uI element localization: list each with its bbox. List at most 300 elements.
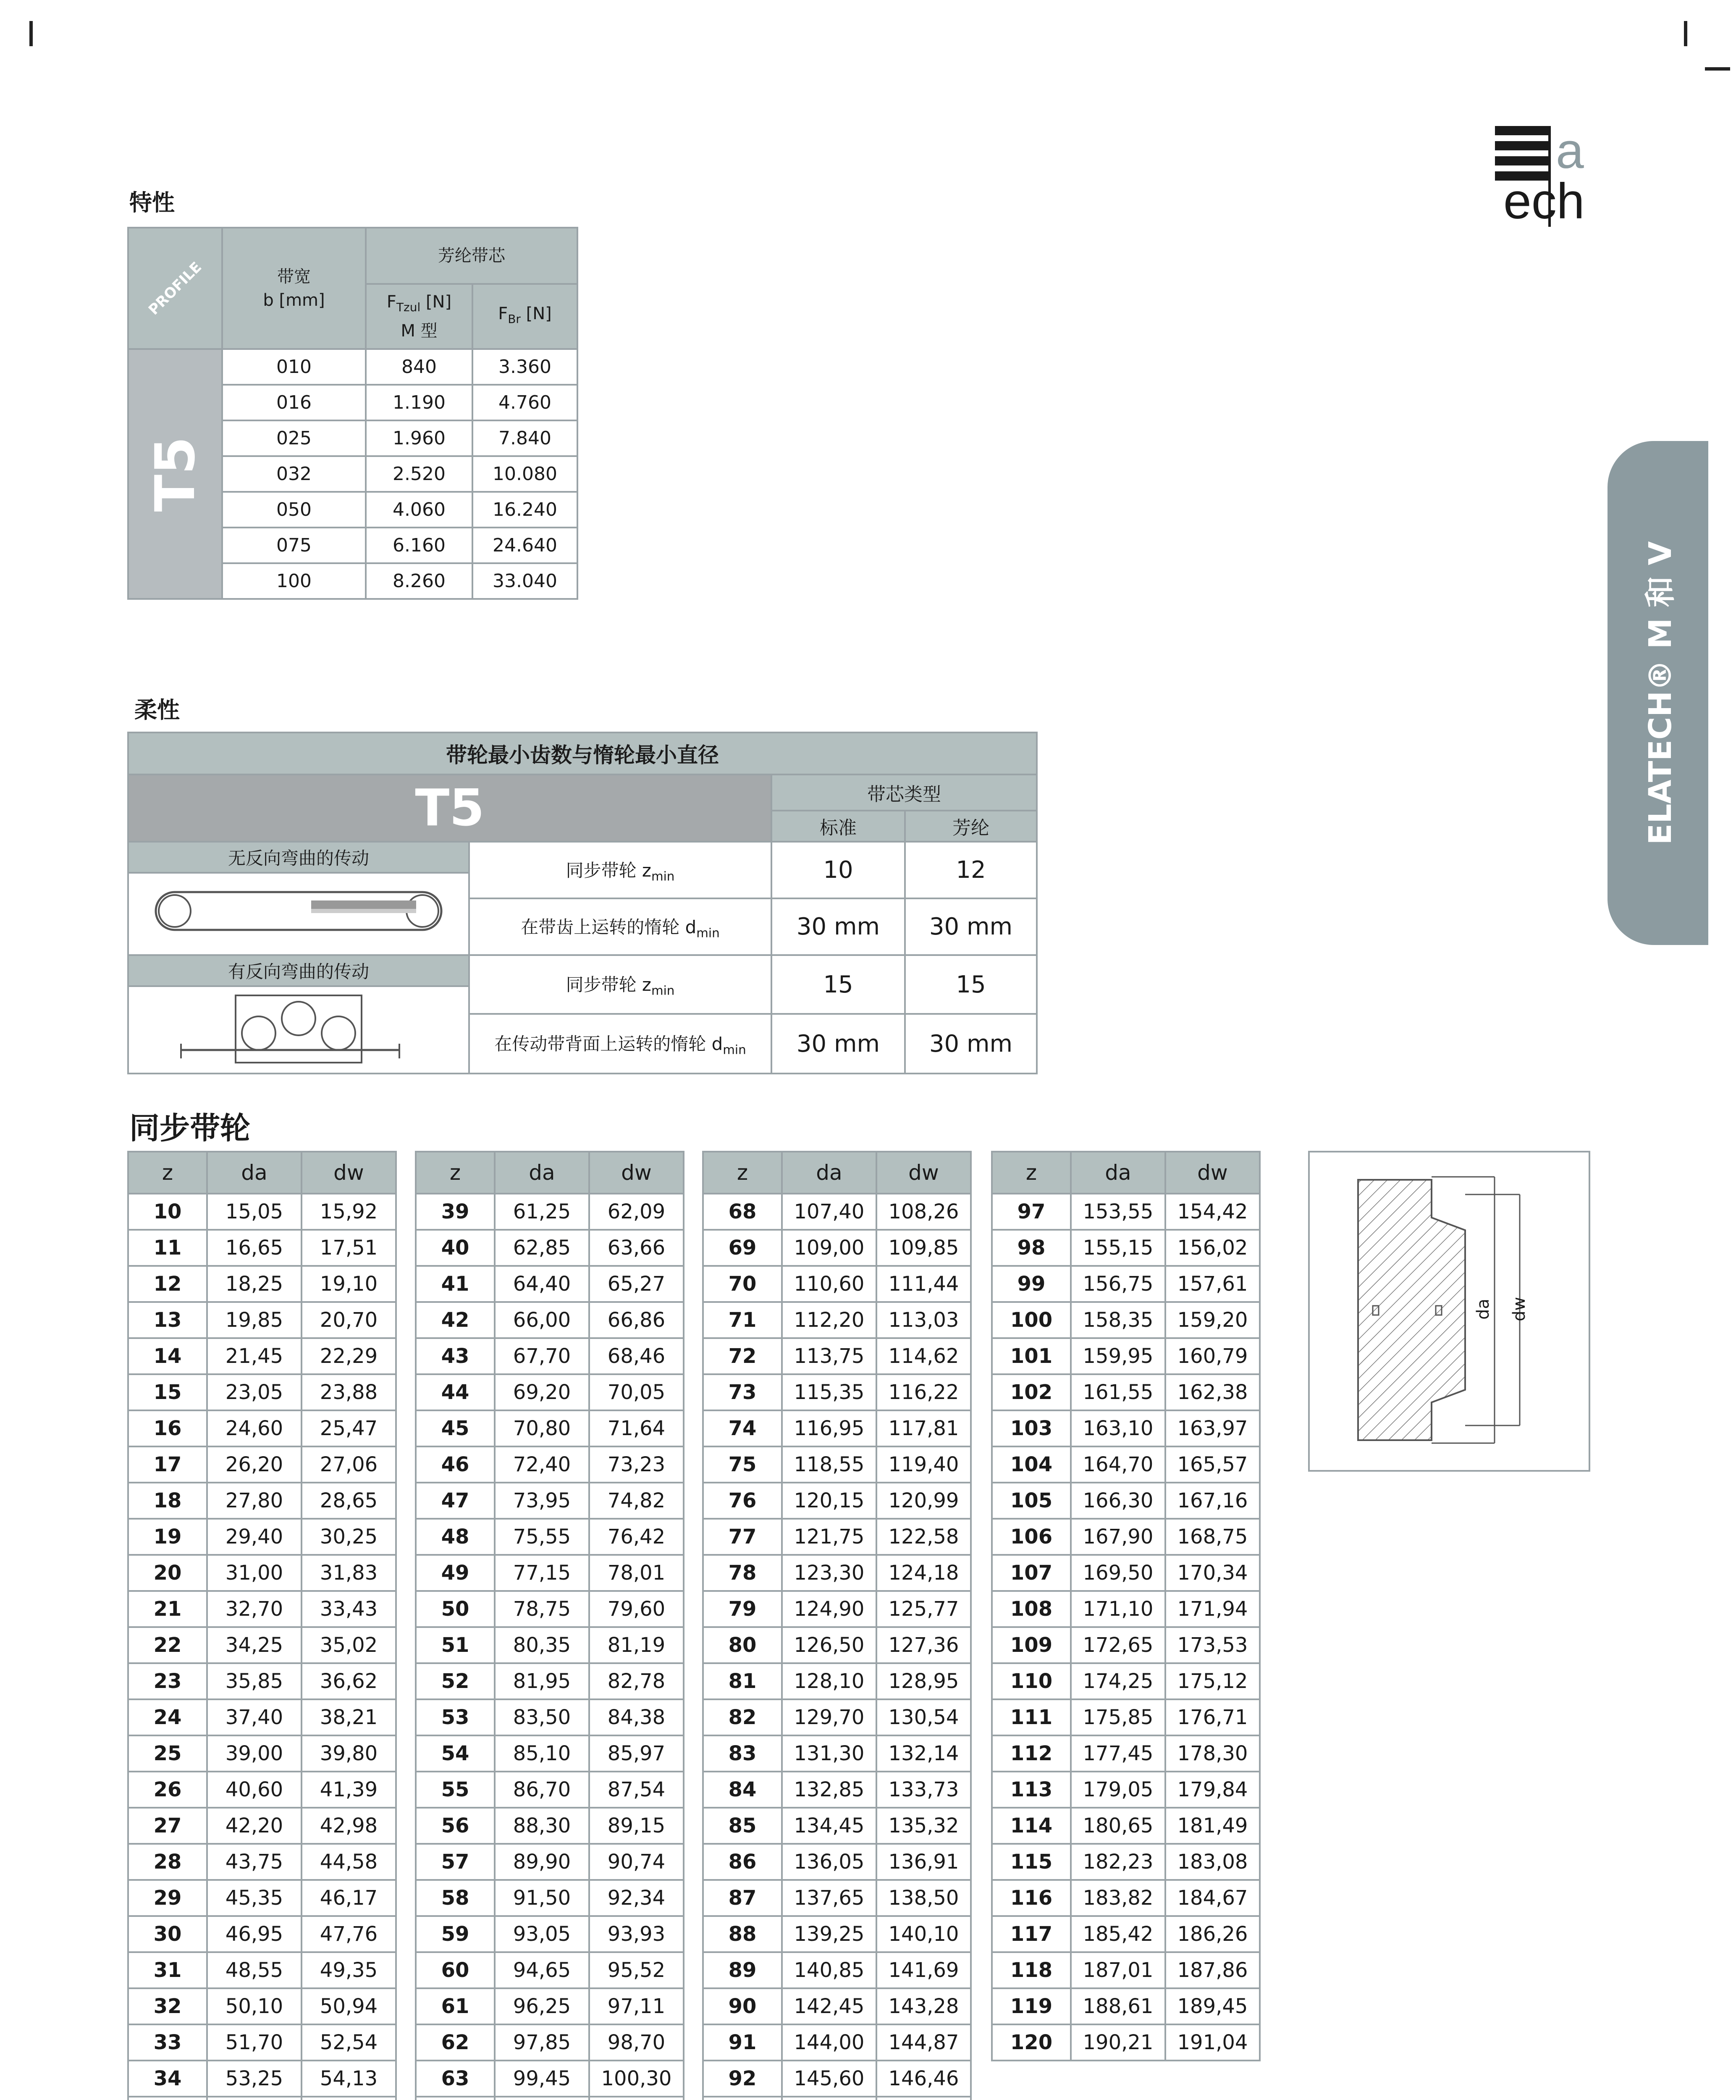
table-row [992, 2024, 1260, 2061]
dw-cell: 186,26 [1165, 1916, 1260, 1952]
dw-cell: 187,86 [1165, 1952, 1260, 1988]
dw-cell: 183,08 [1165, 1844, 1260, 1880]
table-row [992, 1988, 1260, 2024]
table-row [703, 2061, 971, 2097]
table-cell: 33.040 [472, 563, 577, 599]
da-cell: 131,30 [782, 1735, 876, 1772]
ftzul-header-line2: M 型 [401, 321, 438, 341]
dw-cell: 119,40 [876, 1446, 971, 1483]
dw-cell: 140,10 [876, 1916, 971, 1952]
pulley-diagram [1308, 1151, 1590, 1472]
da-cell: 174,25 [1071, 1663, 1165, 1699]
da-cell: 35,85 [207, 1663, 302, 1699]
teeth-count-cell: 21 [128, 1591, 207, 1627]
table-row [128, 1591, 396, 1627]
dw-cell: 20,70 [302, 1302, 396, 1338]
table-row [703, 1699, 971, 1735]
table-row [128, 1772, 396, 1808]
table-row [128, 1410, 396, 1446]
da-cell: 94,65 [495, 1952, 589, 1988]
dw-cell: 122,58 [876, 1519, 971, 1555]
teeth-count-cell: 12 [128, 1266, 207, 1302]
dw-cell: 146,46 [876, 2061, 971, 2097]
dw-cell: 157,61 [1165, 1266, 1260, 1302]
dw-cell: 108,26 [876, 1194, 971, 1230]
teeth-count-cell: 45 [416, 1410, 495, 1446]
table-cell: 2.520 [366, 456, 472, 492]
fbr-header: $F_{Br}$ [N] [472, 284, 577, 349]
pulley-table [702, 1151, 972, 2100]
teeth-count-cell [128, 2097, 207, 2100]
teeth-count-cell: 11 [128, 1230, 207, 1266]
da-cell: 144,00 [782, 2024, 876, 2061]
da-cell: 169,50 [1071, 1555, 1165, 1591]
table-row [128, 1699, 396, 1735]
da-cell: 179,05 [1071, 1772, 1165, 1808]
table-row [992, 1483, 1260, 1519]
da-cell: 161,55 [1071, 1374, 1165, 1410]
table-row [416, 1410, 684, 1446]
pulleys-heading: 同步带轮 [129, 1110, 251, 1146]
teeth-count-cell: 29 [128, 1880, 207, 1916]
teeth-count-cell: 23 [128, 1663, 207, 1699]
teeth-count-cell: 84 [703, 1772, 782, 1808]
ftzul-header: $F_{Tzul}$ [N] M 型 [366, 284, 472, 349]
column-header: z [128, 1152, 207, 1194]
serpentine-drive-icon [139, 987, 458, 1067]
da-cell: 16,65 [207, 1230, 302, 1266]
table-row [416, 1772, 684, 1808]
table-row [703, 1591, 971, 1627]
table-cell: 016 [222, 385, 366, 420]
table-row [703, 2024, 971, 2061]
da-cell: 156,75 [1071, 1266, 1165, 1302]
side-tab [1608, 441, 1708, 945]
dw-cell: 52,54 [302, 2024, 396, 2061]
dw-cell: 84,38 [589, 1699, 684, 1735]
da-cell: 115,35 [782, 1374, 876, 1410]
dw-cell: 171,94 [1165, 1591, 1260, 1627]
diagram-label-da: da [1473, 1299, 1493, 1320]
da-cell: 72,40 [495, 1446, 589, 1483]
da-cell: 78,75 [495, 1591, 589, 1627]
table-row [703, 1338, 971, 1374]
teeth-count-cell: 25 [128, 1735, 207, 1772]
table-cell: 050 [222, 492, 366, 528]
table-row [416, 2097, 684, 2100]
dw-cell: 136,91 [876, 1844, 971, 1880]
dw-cell: 65,27 [589, 1266, 684, 1302]
table-row [416, 1338, 684, 1374]
da-cell: 39,00 [207, 1735, 302, 1772]
table-cell: 010 [222, 349, 366, 385]
column-header: z [992, 1152, 1071, 1194]
da-cell: 118,55 [782, 1446, 876, 1483]
table-row [703, 1772, 971, 1808]
da-cell: 139,25 [782, 1916, 876, 1952]
da-cell: 75,55 [495, 1519, 589, 1555]
table-cell: 16.240 [472, 492, 577, 528]
da-cell: 123,30 [782, 1555, 876, 1591]
table-header-row [128, 1152, 396, 1194]
dw-cell: 22,29 [302, 1338, 396, 1374]
dw-cell: 90,74 [589, 1844, 684, 1880]
teeth-count-cell: 33 [128, 2024, 207, 2061]
da-cell: 37,40 [207, 1699, 302, 1735]
dw-cell: 189,45 [1165, 1988, 1260, 2024]
teeth-count-cell: 91 [703, 2024, 782, 2061]
dw-cell [876, 2097, 971, 2100]
table-row [992, 1663, 1260, 1699]
da-cell: 51,70 [207, 2024, 302, 2061]
da-cell: 32,70 [207, 1591, 302, 1627]
teeth-count-cell: 83 [703, 1735, 782, 1772]
da-cell: 61,25 [495, 1194, 589, 1230]
table-row [703, 1302, 971, 1338]
teeth-count-cell: 15 [128, 1374, 207, 1410]
da-cell: 140,85 [782, 1952, 876, 1988]
crop-mark [29, 21, 33, 46]
teeth-count-cell: 107 [992, 1555, 1071, 1591]
teeth-count-cell: 98 [992, 1230, 1071, 1266]
drive-reverse-label: 有反向弯曲的传动 [128, 955, 469, 986]
dw-cell: 23,88 [302, 1374, 396, 1410]
table-row [416, 2061, 684, 2097]
dw-cell: 85,97 [589, 1735, 684, 1772]
teeth-count-cell: 59 [416, 1916, 495, 1952]
teeth-count-cell: 97 [992, 1194, 1071, 1230]
dw-cell: 35,02 [302, 1627, 396, 1663]
teeth-count-cell: 17 [128, 1446, 207, 1483]
dw-cell: 89,15 [589, 1808, 684, 1844]
table-row [992, 1735, 1260, 1772]
flexibility-title: 带轮最小齿数与惰轮最小直径 [128, 732, 1037, 774]
da-cell: 126,50 [782, 1627, 876, 1663]
dw-cell: 111,44 [876, 1266, 971, 1302]
aramid-header: 芳纶 [905, 811, 1037, 842]
cord-type-header: 带芯类型 [771, 774, 1037, 811]
da-cell: 66,00 [495, 1302, 589, 1338]
drive-belt-icon [139, 879, 458, 942]
teeth-count-cell: 54 [416, 1735, 495, 1772]
standard-header: 标准 [771, 811, 905, 842]
da-cell: 134,45 [782, 1808, 876, 1844]
dw-cell: 49,35 [302, 1952, 396, 1988]
teeth-count-cell: 46 [416, 1446, 495, 1483]
teeth-count-cell: 62 [416, 2024, 495, 2061]
da-cell: 67,70 [495, 1338, 589, 1374]
table-row [128, 1519, 396, 1555]
dw-cell: 176,71 [1165, 1699, 1260, 1735]
dw-cell: 31,83 [302, 1555, 396, 1591]
table-row [128, 1627, 396, 1663]
teeth-count-cell: 26 [128, 1772, 207, 1808]
table-row [703, 1916, 971, 1952]
characteristics-table [127, 227, 578, 600]
flexibility-heading: 柔性 [134, 697, 180, 723]
dw-cell: 17,51 [302, 1230, 396, 1266]
crop-mark [1684, 21, 1687, 46]
da-cell: 153,55 [1071, 1194, 1165, 1230]
dw-cell: 15,92 [302, 1194, 396, 1230]
da-cell: 69,20 [495, 1374, 589, 1410]
dw-cell: 92,34 [589, 1880, 684, 1916]
da-cell: 137,65 [782, 1880, 876, 1916]
dw-cell: 135,32 [876, 1808, 971, 1844]
dw-cell: 79,60 [589, 1591, 684, 1627]
table-row [128, 1735, 396, 1772]
teeth-count-cell: 18 [128, 1483, 207, 1519]
table-row [128, 1844, 396, 1880]
dw-cell: 46,17 [302, 1880, 396, 1916]
table-row [703, 1555, 971, 1591]
dw-cell: 81,19 [589, 1627, 684, 1663]
teeth-count-cell: 109 [992, 1627, 1071, 1663]
table-row [128, 1555, 396, 1591]
da-cell: 46,95 [207, 1916, 302, 1952]
teeth-count-cell: 51 [416, 1627, 495, 1663]
table-row [128, 1266, 396, 1302]
teeth-count-cell: 20 [128, 1555, 207, 1591]
table-row [703, 1952, 971, 1988]
dw-cell: 167,16 [1165, 1483, 1260, 1519]
profile-header: PROFILE [145, 258, 205, 318]
table-row [703, 1446, 971, 1483]
teeth-count-cell: 10 [128, 1194, 207, 1230]
flexibility-table [127, 732, 1038, 1074]
table-row [992, 1952, 1260, 1988]
teeth-count-cell: 81 [703, 1663, 782, 1699]
teeth-count-cell: 53 [416, 1699, 495, 1735]
da-cell: 163,10 [1071, 1410, 1165, 1446]
table-row [416, 1230, 684, 1266]
table-cell: 032 [222, 456, 366, 492]
dw-cell: 113,03 [876, 1302, 971, 1338]
da-cell: 97,85 [495, 2024, 589, 2061]
teeth-count-cell: 120 [992, 2024, 1071, 2061]
flex-value-standard: 30 mm [771, 898, 905, 955]
teeth-count-cell: 68 [703, 1194, 782, 1230]
dw-cell: 114,62 [876, 1338, 971, 1374]
dw-cell: 116,22 [876, 1374, 971, 1410]
pulley-table [127, 1151, 397, 2100]
teeth-count-cell: 102 [992, 1374, 1071, 1410]
table-cell: 4.060 [366, 492, 472, 528]
table-cell: 1.190 [366, 385, 472, 420]
flex-value-standard: 10 [771, 842, 905, 898]
table-row [992, 1194, 1260, 1230]
table-header-row [992, 1152, 1260, 1194]
table-row [128, 1952, 396, 1988]
table-row [128, 1663, 396, 1699]
dw-cell [589, 2097, 684, 2100]
da-cell: 182,23 [1071, 1844, 1165, 1880]
teeth-count-cell: 73 [703, 1374, 782, 1410]
table-row [128, 2097, 396, 2100]
table-row [416, 1808, 684, 1844]
width-header-line2: b [mm] [263, 290, 325, 310]
teeth-count-cell: 119 [992, 1988, 1071, 2024]
table-row [416, 2024, 684, 2061]
teeth-count-cell: 56 [416, 1808, 495, 1844]
da-cell: 91,50 [495, 1880, 589, 1916]
da-cell: 29,40 [207, 1519, 302, 1555]
table-row [416, 1699, 684, 1735]
dw-cell: 25,47 [302, 1410, 396, 1446]
dw-cell: 162,38 [1165, 1374, 1260, 1410]
table-row [703, 1230, 971, 1266]
table-cell: 025 [222, 420, 366, 456]
width-header-line1: 带宽 [277, 267, 311, 286]
dw-cell: 33,43 [302, 1591, 396, 1627]
teeth-count-cell: 16 [128, 1410, 207, 1446]
teeth-count-cell: 32 [128, 1988, 207, 2024]
table-row [128, 1446, 396, 1483]
flex-value-aramid: 15 [905, 955, 1037, 1014]
dw-cell: 154,42 [1165, 1194, 1260, 1230]
dw-cell: 62,09 [589, 1194, 684, 1230]
characteristics-heading: 特性 [129, 189, 175, 216]
teeth-count-cell: 24 [128, 1699, 207, 1735]
logo-text-bottom: ech [1503, 173, 1585, 229]
da-cell: 177,45 [1071, 1735, 1165, 1772]
da-cell: 167,90 [1071, 1519, 1165, 1555]
da-cell: 190,21 [1071, 2024, 1165, 2061]
da-cell [207, 2097, 302, 2100]
pulley-cross-section-icon [1310, 1152, 1589, 1470]
da-cell: 85,10 [495, 1735, 589, 1772]
table-row [128, 1808, 396, 1844]
column-header: da [495, 1152, 589, 1194]
dw-cell: 74,82 [589, 1483, 684, 1519]
teeth-count-cell: 60 [416, 1952, 495, 1988]
table-row [416, 1266, 684, 1302]
dw-cell: 42,98 [302, 1808, 396, 1844]
flex-row-label: 在传动带背面上运转的惰轮 $d_{min}$ [469, 1014, 771, 1074]
teeth-count-cell: 114 [992, 1808, 1071, 1844]
teeth-count-cell: 86 [703, 1844, 782, 1880]
da-cell: 128,10 [782, 1663, 876, 1699]
da-cell: 113,75 [782, 1338, 876, 1374]
dw-cell: 179,84 [1165, 1772, 1260, 1808]
teeth-count-cell: 52 [416, 1663, 495, 1699]
da-cell: 27,80 [207, 1483, 302, 1519]
da-cell: 116,95 [782, 1410, 876, 1446]
teeth-count-cell: 55 [416, 1772, 495, 1808]
column-header: z [703, 1152, 782, 1194]
dw-cell: 159,20 [1165, 1302, 1260, 1338]
da-cell: 159,95 [1071, 1338, 1165, 1374]
table-header-row [416, 1152, 684, 1194]
dw-cell: 68,46 [589, 1338, 684, 1374]
flex-row-label: 在带齿上运转的惰轮 $d_{min}$ [469, 898, 771, 955]
table-row [416, 1880, 684, 1916]
da-cell: 107,40 [782, 1194, 876, 1230]
teeth-count-cell: 30 [128, 1916, 207, 1952]
dw-cell: 130,54 [876, 1699, 971, 1735]
dw-cell: 133,73 [876, 1772, 971, 1808]
table-row [992, 1591, 1260, 1627]
flex-row-label: 同步带轮 $z_{min}$ [469, 842, 771, 898]
da-cell: 31,00 [207, 1555, 302, 1591]
table-row [992, 1555, 1260, 1591]
da-cell: 99,45 [495, 2061, 589, 2097]
teeth-count-cell: 108 [992, 1591, 1071, 1627]
dw-cell: 120,99 [876, 1483, 971, 1519]
dw-cell: 156,02 [1165, 1230, 1260, 1266]
dw-cell: 27,06 [302, 1446, 396, 1483]
dw-cell: 97,11 [589, 1988, 684, 2024]
teeth-count-cell: 77 [703, 1519, 782, 1555]
da-cell: 145,60 [782, 2061, 876, 2097]
table-row [703, 2097, 971, 2100]
dw-cell: 173,53 [1165, 1627, 1260, 1663]
table-row [703, 1988, 971, 2024]
table-row [992, 1338, 1260, 1374]
da-cell: 53,25 [207, 2061, 302, 2097]
table-row [128, 1338, 396, 1374]
dw-cell: 168,75 [1165, 1519, 1260, 1555]
teeth-count-cell: 100 [992, 1302, 1071, 1338]
dw-cell: 54,13 [302, 2061, 396, 2097]
table-row [992, 1772, 1260, 1808]
dw-cell: 141,69 [876, 1952, 971, 1988]
da-cell: 86,70 [495, 1772, 589, 1808]
profile-header-cell [128, 228, 222, 349]
table-row [128, 1302, 396, 1338]
teeth-count-cell: 13 [128, 1302, 207, 1338]
dw-cell: 127,36 [876, 1627, 971, 1663]
dw-cell: 30,25 [302, 1519, 396, 1555]
table-row [703, 1483, 971, 1519]
table-row [128, 1194, 396, 1230]
table-row [703, 1735, 971, 1772]
da-cell: 109,00 [782, 1230, 876, 1266]
teeth-count-cell [416, 2097, 495, 2100]
table-row [416, 1988, 684, 2024]
teeth-count-cell: 90 [703, 1988, 782, 2024]
da-cell: 42,20 [207, 1808, 302, 1844]
teeth-count-cell: 118 [992, 1952, 1071, 1988]
flex-row-label: 同步带轮 $z_{min}$ [469, 955, 771, 1014]
teeth-count-cell: 63 [416, 2061, 495, 2097]
table-row [703, 1519, 971, 1555]
teeth-count-cell: 74 [703, 1410, 782, 1446]
teeth-count-cell: 50 [416, 1591, 495, 1627]
teeth-count-cell: 42 [416, 1302, 495, 1338]
dw-cell: 50,94 [302, 1988, 396, 2024]
table-row [703, 1266, 971, 1302]
da-cell: 83,50 [495, 1699, 589, 1735]
teeth-count-cell: 80 [703, 1627, 782, 1663]
da-cell: 180,65 [1071, 1808, 1165, 1844]
da-cell: 89,90 [495, 1844, 589, 1880]
dw-cell: 160,79 [1165, 1338, 1260, 1374]
teeth-count-cell [703, 2097, 782, 2100]
teeth-count-cell: 104 [992, 1446, 1071, 1483]
teeth-count-cell: 41 [416, 1266, 495, 1302]
diagram-label-dw: dw [1510, 1297, 1529, 1322]
table-cell: 8.260 [366, 563, 472, 599]
table-row [992, 1230, 1260, 1266]
table-row [992, 1446, 1260, 1483]
cord-header: 芳纶带芯 [366, 228, 577, 284]
da-cell [495, 2097, 589, 2100]
table-row [416, 1555, 684, 1591]
da-cell: 185,42 [1071, 1916, 1165, 1952]
table-row [128, 1916, 396, 1952]
teeth-count-cell: 113 [992, 1772, 1071, 1808]
